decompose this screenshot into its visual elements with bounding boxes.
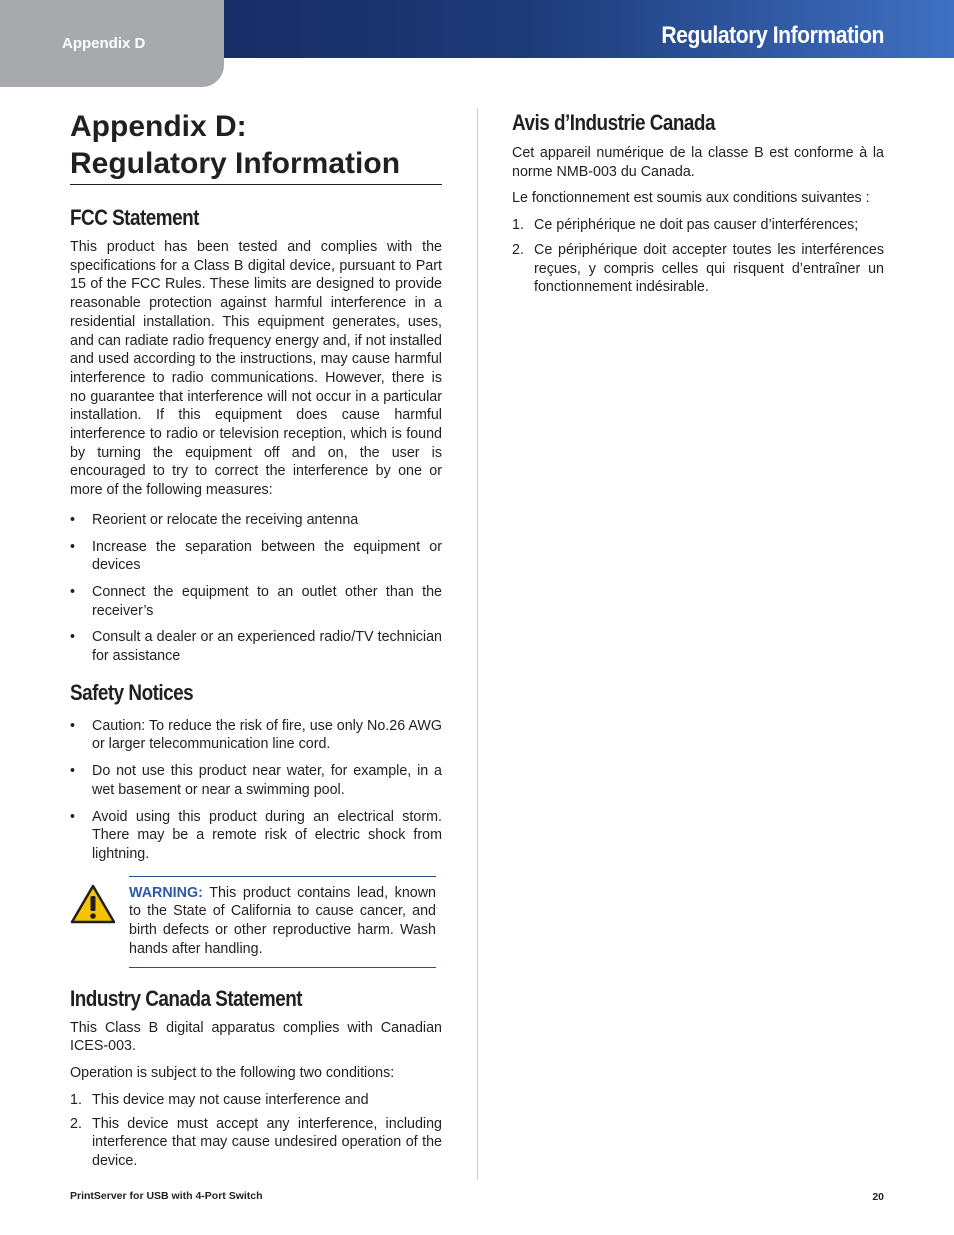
warning-label: WARNING: <box>129 884 203 901</box>
list-item: 1. This device may not cause interference and <box>70 1091 369 1108</box>
page-title <box>70 108 442 185</box>
industry-canada-body: This Class B digital apparatus complies with Canadian ICES-003. <box>70 1019 442 1055</box>
right-column <box>512 108 884 297</box>
fcc-heading: FCC Statement <box>70 205 199 230</box>
list-item: • Reorient or relocate the receiving antenna <box>70 511 359 528</box>
avis-conditions-intro: Le fonctionnement est soumis aux conditions suivantes : <box>512 190 870 207</box>
page-title-line1: Appendix D: <box>70 110 247 143</box>
fcc-body: This product has been tested and complies with the specifications for a Class B digital device, pursuant to Part 15 of the FCC Rules. These limits are designed to provide reasonable protection against harmful interference in a residential installation. This equipment generates, uses, and can radiate radio frequency energy and, if not installed and used according to the instructions, may cause harmful interference to radio communications. However, there is no guarantee that interference will not occur in a particular installation. If this equipment does cause harmful interference to radio or television reception, which is found by turning the equipment off and on, the user is encouraged to try to correct the interference by one or more of the following measures: <box>70 239 442 499</box>
list-item: 1. Ce périphérique ne doit pas causer d’interférences; <box>512 217 859 234</box>
warning-text-box <box>129 876 436 968</box>
page-title-line2: Regulatory Information <box>70 147 401 180</box>
list-item: 2. This device must accept any interference, including interference that may cause undesired operation of the device. <box>70 1115 442 1169</box>
fcc-measures-list <box>70 511 442 666</box>
safety-heading: Safety Notices <box>70 679 194 705</box>
footer-product-name: PrintServer for USB with 4-Port Switch <box>70 1190 263 1202</box>
list-item: • Consult a dealer or an experienced radio/TV technician for assistance <box>70 629 442 665</box>
warning-triangle-icon <box>70 884 116 924</box>
list-item: • Caution: To reduce the risk of fire, use only No.26 AWG or larger telecommunication line cord. <box>70 717 442 753</box>
footer-page-number: 20 <box>872 1191 884 1203</box>
bullet-icon: • <box>70 511 76 528</box>
industry-canada-conditions-intro: Operation is subject to the following two conditions: <box>70 1065 395 1082</box>
list-item: • Increase the separation between the equipment or devices <box>70 538 442 574</box>
warning-text <box>129 884 436 959</box>
list-item: • Avoid using this product during an electrical storm. There may be a remote risk of electric shock from lightning. <box>70 808 442 862</box>
safety-list <box>70 717 442 864</box>
bullet-icon: • <box>70 717 76 734</box>
header-title: Regulatory Information <box>661 22 884 49</box>
warning-callout <box>70 876 442 968</box>
bullet-icon: • <box>70 629 76 646</box>
warning-body: This product contains lead, known to the State of California to cause cancer, and birth defects or other reproductive harm. Wash hands after handling. <box>129 884 436 957</box>
bullet-icon: • <box>70 583 76 600</box>
header-tab <box>0 0 224 87</box>
bullet-icon: • <box>70 538 76 555</box>
bullet-icon: • <box>70 763 76 780</box>
avis-conditions <box>512 216 884 297</box>
left-column <box>70 108 442 1171</box>
bullet-icon: • <box>70 808 76 825</box>
avis-body: Cet appareil numérique de la classe B est conforme à la norme NMB-003 du Canada. <box>512 145 884 180</box>
list-item: • Connect the equipment to an outlet other than the receiver’s <box>70 583 442 619</box>
column-divider <box>477 108 478 1180</box>
avis-heading: Avis d’Industrie Canada <box>512 110 715 135</box>
list-item: • Do not use this product near water, for example, in a wet basement or near a swimming pool. <box>70 763 442 798</box>
list-item: 2. Ce périphérique doit accepter toutes les interférences reçues, y compris celles qui risquent d’entraîner un fonctionnement indésirable. <box>512 241 884 296</box>
industry-canada-heading: Industry Canada Statement <box>70 985 303 1011</box>
industry-canada-conditions <box>70 1091 442 1171</box>
header-tab-label: Appendix D <box>62 35 146 52</box>
